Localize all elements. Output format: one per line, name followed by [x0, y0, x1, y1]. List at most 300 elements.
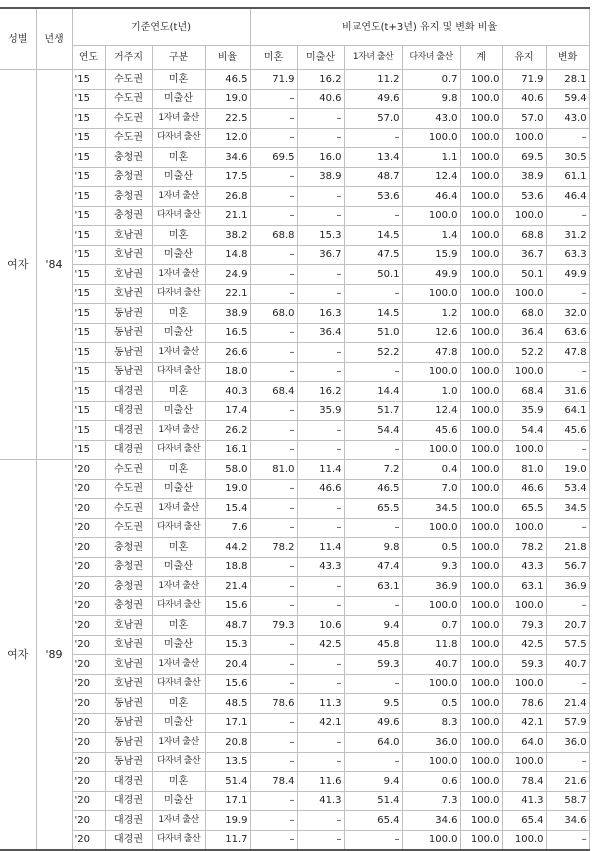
cell-region: 동남권: [105, 752, 152, 772]
cell-total: 100.0: [460, 635, 502, 655]
cell-unmarried: 79.3: [250, 616, 297, 636]
cell-total: 100.0: [460, 830, 502, 850]
cell-change: 31.6: [546, 382, 589, 402]
table-row: [0, 479, 589, 499]
table-row: [0, 733, 589, 753]
table-row: [0, 265, 589, 285]
cell-region: 충청권: [105, 596, 152, 616]
cell-category: 1자녀 출산: [152, 733, 205, 753]
table-row: [0, 499, 589, 519]
cell-change: 34.5: [546, 499, 589, 519]
cell-category: 미혼: [152, 226, 205, 246]
cell-unmarried: –: [250, 265, 297, 285]
cell-ratio: 7.6: [205, 518, 250, 538]
cell-one-child: 51.0: [344, 323, 402, 343]
cell-region: 수도권: [105, 128, 152, 148]
cell-region: 대경권: [105, 772, 152, 792]
cell-category: 미혼: [152, 70, 205, 90]
cell-ratio: 14.8: [205, 245, 250, 265]
cell-maintain: 43.3: [502, 557, 546, 577]
cell-no-birth: –: [297, 752, 344, 772]
cell-category: 미혼: [152, 772, 205, 792]
cell-total: 100.0: [460, 557, 502, 577]
cell-maintain: 50.1: [502, 265, 546, 285]
cell-unmarried: –: [250, 752, 297, 772]
cell-ratio: 19.0: [205, 479, 250, 499]
cell-no-birth: 46.6: [297, 479, 344, 499]
cell-year: '20: [72, 557, 105, 577]
cell-maintain: 41.3: [502, 791, 546, 811]
table-row: [0, 577, 589, 597]
cell-change: 58.7: [546, 791, 589, 811]
cell-region: 동남권: [105, 323, 152, 343]
cell-maintain: 42.5: [502, 635, 546, 655]
cell-total: 100.0: [460, 772, 502, 792]
cell-no-birth: 36.4: [297, 323, 344, 343]
cell-category: 미출산: [152, 245, 205, 265]
cell-change: 21.6: [546, 772, 589, 792]
cell-multi-child: 47.8: [402, 343, 460, 363]
cell-region: 대경권: [105, 382, 152, 402]
cell-maintain: 78.4: [502, 772, 546, 792]
group-1989-cohort: [0, 460, 589, 851]
table-row: [0, 167, 589, 187]
cell-no-birth: 11.3: [297, 694, 344, 714]
cell-unmarried: –: [250, 733, 297, 753]
cell-unmarried: 78.4: [250, 772, 297, 792]
cell-change: –: [546, 284, 589, 304]
table-row: [0, 343, 589, 363]
cell-no-birth: –: [297, 674, 344, 694]
cell-no-birth: –: [297, 421, 344, 441]
cell-ratio: 17.1: [205, 713, 250, 733]
cell-multi-child: 49.9: [402, 265, 460, 285]
cell-maintain: 42.1: [502, 713, 546, 733]
cell-change: 40.7: [546, 655, 589, 675]
cell-total: 100.0: [460, 343, 502, 363]
cell-year: '20: [72, 674, 105, 694]
cell-one-child: –: [344, 752, 402, 772]
cell-change: 49.9: [546, 265, 589, 285]
cell-multi-child: 100.0: [402, 674, 460, 694]
cell-maintain: 68.0: [502, 304, 546, 324]
cell-no-birth: 35.9: [297, 401, 344, 421]
cell-category: 미혼: [152, 304, 205, 324]
cell-category: 미혼: [152, 538, 205, 558]
cell-ratio: 26.8: [205, 187, 250, 207]
cell-no-birth: –: [297, 499, 344, 519]
cell-maintain: 81.0: [502, 460, 546, 480]
cell-region: 동남권: [105, 694, 152, 714]
cell-total: 100.0: [460, 304, 502, 324]
cell-multi-child: 0.5: [402, 538, 460, 558]
cell-no-birth: 16.2: [297, 70, 344, 90]
cell-maintain: 69.5: [502, 148, 546, 168]
cell-year: '20: [72, 713, 105, 733]
cell-maintain: 100.0: [502, 674, 546, 694]
cell-ratio: 15.4: [205, 499, 250, 519]
cell-one-child: 9.4: [344, 772, 402, 792]
cell-one-child: 13.4: [344, 148, 402, 168]
cell-region: 충청권: [105, 206, 152, 226]
cell-category: 다자녀 출산: [152, 518, 205, 538]
table-row: [0, 362, 589, 382]
cell-total: 100.0: [460, 70, 502, 90]
cell-maintain: 79.3: [502, 616, 546, 636]
cell-year: '20: [72, 811, 105, 831]
cell-multi-child: 36.0: [402, 733, 460, 753]
cell-unmarried: –: [250, 674, 297, 694]
cell-unmarried: –: [250, 811, 297, 831]
cell-total: 100.0: [460, 577, 502, 597]
cell-no-birth: 11.4: [297, 538, 344, 558]
cell-year: '15: [72, 206, 105, 226]
cell-one-child: 57.0: [344, 109, 402, 129]
cell-total: 100.0: [460, 89, 502, 109]
cell-category: 미출산: [152, 323, 205, 343]
header-base-year: 기준연도(t년): [72, 8, 250, 46]
cell-region: 호남권: [105, 655, 152, 675]
cell-unmarried: –: [250, 128, 297, 148]
cohort-cell: '84: [36, 70, 72, 460]
cell-total: 100.0: [460, 323, 502, 343]
header-change: 변화: [546, 46, 589, 70]
cell-total: 100.0: [460, 479, 502, 499]
cell-region: 동남권: [105, 304, 152, 324]
cell-one-child: 49.6: [344, 89, 402, 109]
cell-ratio: 26.6: [205, 343, 250, 363]
cell-maintain: 100.0: [502, 206, 546, 226]
cell-year: '20: [72, 538, 105, 558]
cell-one-child: –: [344, 362, 402, 382]
cell-unmarried: –: [250, 284, 297, 304]
cell-category: 다자녀 출산: [152, 128, 205, 148]
cell-ratio: 15.6: [205, 674, 250, 694]
cell-multi-child: 12.4: [402, 167, 460, 187]
cell-maintain: 100.0: [502, 830, 546, 850]
cell-no-birth: 42.1: [297, 713, 344, 733]
cell-multi-child: 7.0: [402, 479, 460, 499]
cell-multi-child: 100.0: [402, 284, 460, 304]
cell-maintain: 100.0: [502, 752, 546, 772]
cell-one-child: 65.4: [344, 811, 402, 831]
cell-region: 충청권: [105, 557, 152, 577]
cell-unmarried: –: [250, 830, 297, 850]
cell-year: '20: [72, 733, 105, 753]
cell-no-birth: 16.0: [297, 148, 344, 168]
cell-change: 45.6: [546, 421, 589, 441]
cell-total: 100.0: [460, 713, 502, 733]
cell-maintain: 78.6: [502, 694, 546, 714]
header-no-birth: 미출산: [297, 46, 344, 70]
cell-maintain: 36.7: [502, 245, 546, 265]
cell-one-child: 9.4: [344, 616, 402, 636]
cell-no-birth: 41.3: [297, 791, 344, 811]
cell-year: '20: [72, 655, 105, 675]
cell-multi-child: 9.3: [402, 557, 460, 577]
cell-year: '20: [72, 635, 105, 655]
cell-multi-child: 43.0: [402, 109, 460, 129]
header-region: 거주지: [105, 46, 152, 70]
header-one-child: 1자녀 출산: [344, 46, 402, 70]
cell-change: –: [546, 128, 589, 148]
cell-maintain: 68.4: [502, 382, 546, 402]
cell-ratio: 20.8: [205, 733, 250, 753]
table-row: [0, 518, 589, 538]
cell-ratio: 18.0: [205, 362, 250, 382]
table-row: [0, 830, 589, 850]
cell-ratio: 20.4: [205, 655, 250, 675]
cell-change: 34.6: [546, 811, 589, 831]
cell-ratio: 22.5: [205, 109, 250, 129]
cell-change: 36.9: [546, 577, 589, 597]
fertility-transition-table: [0, 7, 590, 851]
cell-multi-child: 7.3: [402, 791, 460, 811]
cell-year: '20: [72, 596, 105, 616]
cell-change: 20.7: [546, 616, 589, 636]
cell-maintain: 64.0: [502, 733, 546, 753]
cell-region: 대경권: [105, 791, 152, 811]
cell-change: 21.4: [546, 694, 589, 714]
cell-multi-child: 1.4: [402, 226, 460, 246]
cell-multi-child: 100.0: [402, 440, 460, 460]
cell-multi-child: 0.6: [402, 772, 460, 792]
cell-multi-child: 100.0: [402, 128, 460, 148]
cell-ratio: 16.1: [205, 440, 250, 460]
cell-total: 100.0: [460, 733, 502, 753]
cell-multi-child: 15.9: [402, 245, 460, 265]
cell-region: 수도권: [105, 499, 152, 519]
cell-multi-child: 0.5: [402, 694, 460, 714]
cell-ratio: 21.4: [205, 577, 250, 597]
cell-change: 32.0: [546, 304, 589, 324]
cell-total: 100.0: [460, 752, 502, 772]
cell-one-child: 14.5: [344, 304, 402, 324]
cell-multi-child: 1.1: [402, 148, 460, 168]
cell-maintain: 78.2: [502, 538, 546, 558]
group-1984-cohort: [0, 70, 589, 460]
cell-unmarried: 81.0: [250, 460, 297, 480]
cell-region: 충청권: [105, 577, 152, 597]
cell-multi-child: 12.4: [402, 401, 460, 421]
cell-one-child: –: [344, 596, 402, 616]
cell-category: 1자녀 출산: [152, 421, 205, 441]
cell-unmarried: –: [250, 518, 297, 538]
cell-one-child: 49.6: [344, 713, 402, 733]
cell-year: '15: [72, 265, 105, 285]
cell-total: 100.0: [460, 109, 502, 129]
cell-maintain: 68.8: [502, 226, 546, 246]
cell-unmarried: –: [250, 655, 297, 675]
cell-change: 43.0: [546, 109, 589, 129]
cell-maintain: 57.0: [502, 109, 546, 129]
cell-multi-child: 100.0: [402, 596, 460, 616]
cell-no-birth: –: [297, 109, 344, 129]
cell-region: 수도권: [105, 479, 152, 499]
table-row: [0, 557, 589, 577]
cell-year: '15: [72, 304, 105, 324]
cell-ratio: 15.3: [205, 635, 250, 655]
table-row: [0, 382, 589, 402]
cell-maintain: 46.6: [502, 479, 546, 499]
cell-maintain: 100.0: [502, 362, 546, 382]
cell-total: 100.0: [460, 538, 502, 558]
cell-one-child: 46.5: [344, 479, 402, 499]
cell-unmarried: –: [250, 791, 297, 811]
cell-no-birth: –: [297, 265, 344, 285]
cell-no-birth: –: [297, 577, 344, 597]
cell-total: 100.0: [460, 421, 502, 441]
cell-unmarried: 68.4: [250, 382, 297, 402]
cell-maintain: 59.3: [502, 655, 546, 675]
cell-region: 호남권: [105, 245, 152, 265]
cell-unmarried: –: [250, 343, 297, 363]
table-row: [0, 694, 589, 714]
cell-one-child: 65.5: [344, 499, 402, 519]
cell-category: 1자녀 출산: [152, 499, 205, 519]
cell-year: '20: [72, 577, 105, 597]
cell-total: 100.0: [460, 460, 502, 480]
cell-region: 수도권: [105, 460, 152, 480]
cell-change: 31.2: [546, 226, 589, 246]
cell-maintain: 100.0: [502, 596, 546, 616]
cell-no-birth: –: [297, 343, 344, 363]
cell-one-child: 47.5: [344, 245, 402, 265]
cell-total: 100.0: [460, 674, 502, 694]
cell-no-birth: 38.9: [297, 167, 344, 187]
cell-change: 36.0: [546, 733, 589, 753]
cell-category: 미혼: [152, 382, 205, 402]
cell-region: 수도권: [105, 518, 152, 538]
cell-one-child: 64.0: [344, 733, 402, 753]
cell-no-birth: 42.5: [297, 635, 344, 655]
table-row: [0, 791, 589, 811]
cell-region: 호남권: [105, 635, 152, 655]
cell-total: 100.0: [460, 499, 502, 519]
cell-year: '20: [72, 830, 105, 850]
cell-category: 미출산: [152, 791, 205, 811]
cell-multi-child: 46.4: [402, 187, 460, 207]
cell-one-child: –: [344, 284, 402, 304]
table-row: [0, 538, 589, 558]
cell-no-birth: –: [297, 655, 344, 675]
cell-change: 63.3: [546, 245, 589, 265]
cell-no-birth: –: [297, 596, 344, 616]
cell-unmarried: 71.9: [250, 70, 297, 90]
cell-region: 호남권: [105, 265, 152, 285]
cell-category: 1자녀 출산: [152, 343, 205, 363]
table-row: [0, 811, 589, 831]
cell-ratio: 58.0: [205, 460, 250, 480]
table-row: [0, 401, 589, 421]
cell-category: 미출산: [152, 167, 205, 187]
cell-total: 100.0: [460, 226, 502, 246]
cell-one-child: 47.4: [344, 557, 402, 577]
header-year: 연도: [72, 46, 105, 70]
cell-category: 미혼: [152, 694, 205, 714]
cell-year: '20: [72, 694, 105, 714]
cell-total: 100.0: [460, 596, 502, 616]
cell-multi-child: 9.8: [402, 89, 460, 109]
cell-region: 호남권: [105, 616, 152, 636]
cell-category: 미출산: [152, 89, 205, 109]
cell-one-child: –: [344, 674, 402, 694]
cell-year: '15: [72, 148, 105, 168]
table-row: [0, 109, 589, 129]
table-row: [0, 245, 589, 265]
cell-category: 1자녀 출산: [152, 655, 205, 675]
cell-year: '20: [72, 616, 105, 636]
table-row: [0, 421, 589, 441]
cell-multi-child: 34.6: [402, 811, 460, 831]
table-row: [0, 655, 589, 675]
cell-year: '20: [72, 752, 105, 772]
header-gender: 성별: [0, 8, 36, 70]
cell-total: 100.0: [460, 655, 502, 675]
cell-ratio: 17.4: [205, 401, 250, 421]
cell-multi-child: 1.0: [402, 382, 460, 402]
cell-maintain: 100.0: [502, 128, 546, 148]
cell-region: 수도권: [105, 70, 152, 90]
cell-ratio: 13.5: [205, 752, 250, 772]
header-maintain: 유지: [502, 46, 546, 70]
cell-region: 수도권: [105, 109, 152, 129]
cell-maintain: 54.4: [502, 421, 546, 441]
cell-year: '15: [72, 343, 105, 363]
cell-multi-child: 45.6: [402, 421, 460, 441]
cell-multi-child: 0.7: [402, 616, 460, 636]
cell-region: 동남권: [105, 343, 152, 363]
cell-unmarried: –: [250, 167, 297, 187]
cell-change: –: [546, 440, 589, 460]
cell-one-child: 14.4: [344, 382, 402, 402]
cell-no-birth: 40.6: [297, 89, 344, 109]
table-row: [0, 89, 589, 109]
cell-no-birth: –: [297, 187, 344, 207]
cell-no-birth: 11.4: [297, 460, 344, 480]
header-unmarried: 미혼: [250, 46, 297, 70]
table-row: [0, 148, 589, 168]
cell-region: 수도권: [105, 89, 152, 109]
cell-multi-child: 100.0: [402, 518, 460, 538]
cell-category: 1자녀 출산: [152, 109, 205, 129]
cell-multi-child: 1.2: [402, 304, 460, 324]
cell-year: '15: [72, 440, 105, 460]
cell-year: '15: [72, 284, 105, 304]
gender-cell: 여자: [0, 70, 36, 460]
cell-unmarried: 78.2: [250, 538, 297, 558]
cell-one-child: 48.7: [344, 167, 402, 187]
cell-unmarried: 78.6: [250, 694, 297, 714]
cell-region: 대경권: [105, 830, 152, 850]
cell-ratio: 48.7: [205, 616, 250, 636]
cell-unmarried: –: [250, 362, 297, 382]
cell-no-birth: –: [297, 284, 344, 304]
cell-year: '15: [72, 323, 105, 343]
cell-category: 미혼: [152, 616, 205, 636]
cell-no-birth: 10.6: [297, 616, 344, 636]
cell-region: 동남권: [105, 362, 152, 382]
cell-change: –: [546, 518, 589, 538]
cell-unmarried: –: [250, 635, 297, 655]
cell-one-child: 53.6: [344, 187, 402, 207]
cell-one-child: 9.5: [344, 694, 402, 714]
cell-year: '15: [72, 245, 105, 265]
cell-change: 30.5: [546, 148, 589, 168]
table-row: [0, 635, 589, 655]
cell-change: 47.8: [546, 343, 589, 363]
table-row: [0, 713, 589, 733]
